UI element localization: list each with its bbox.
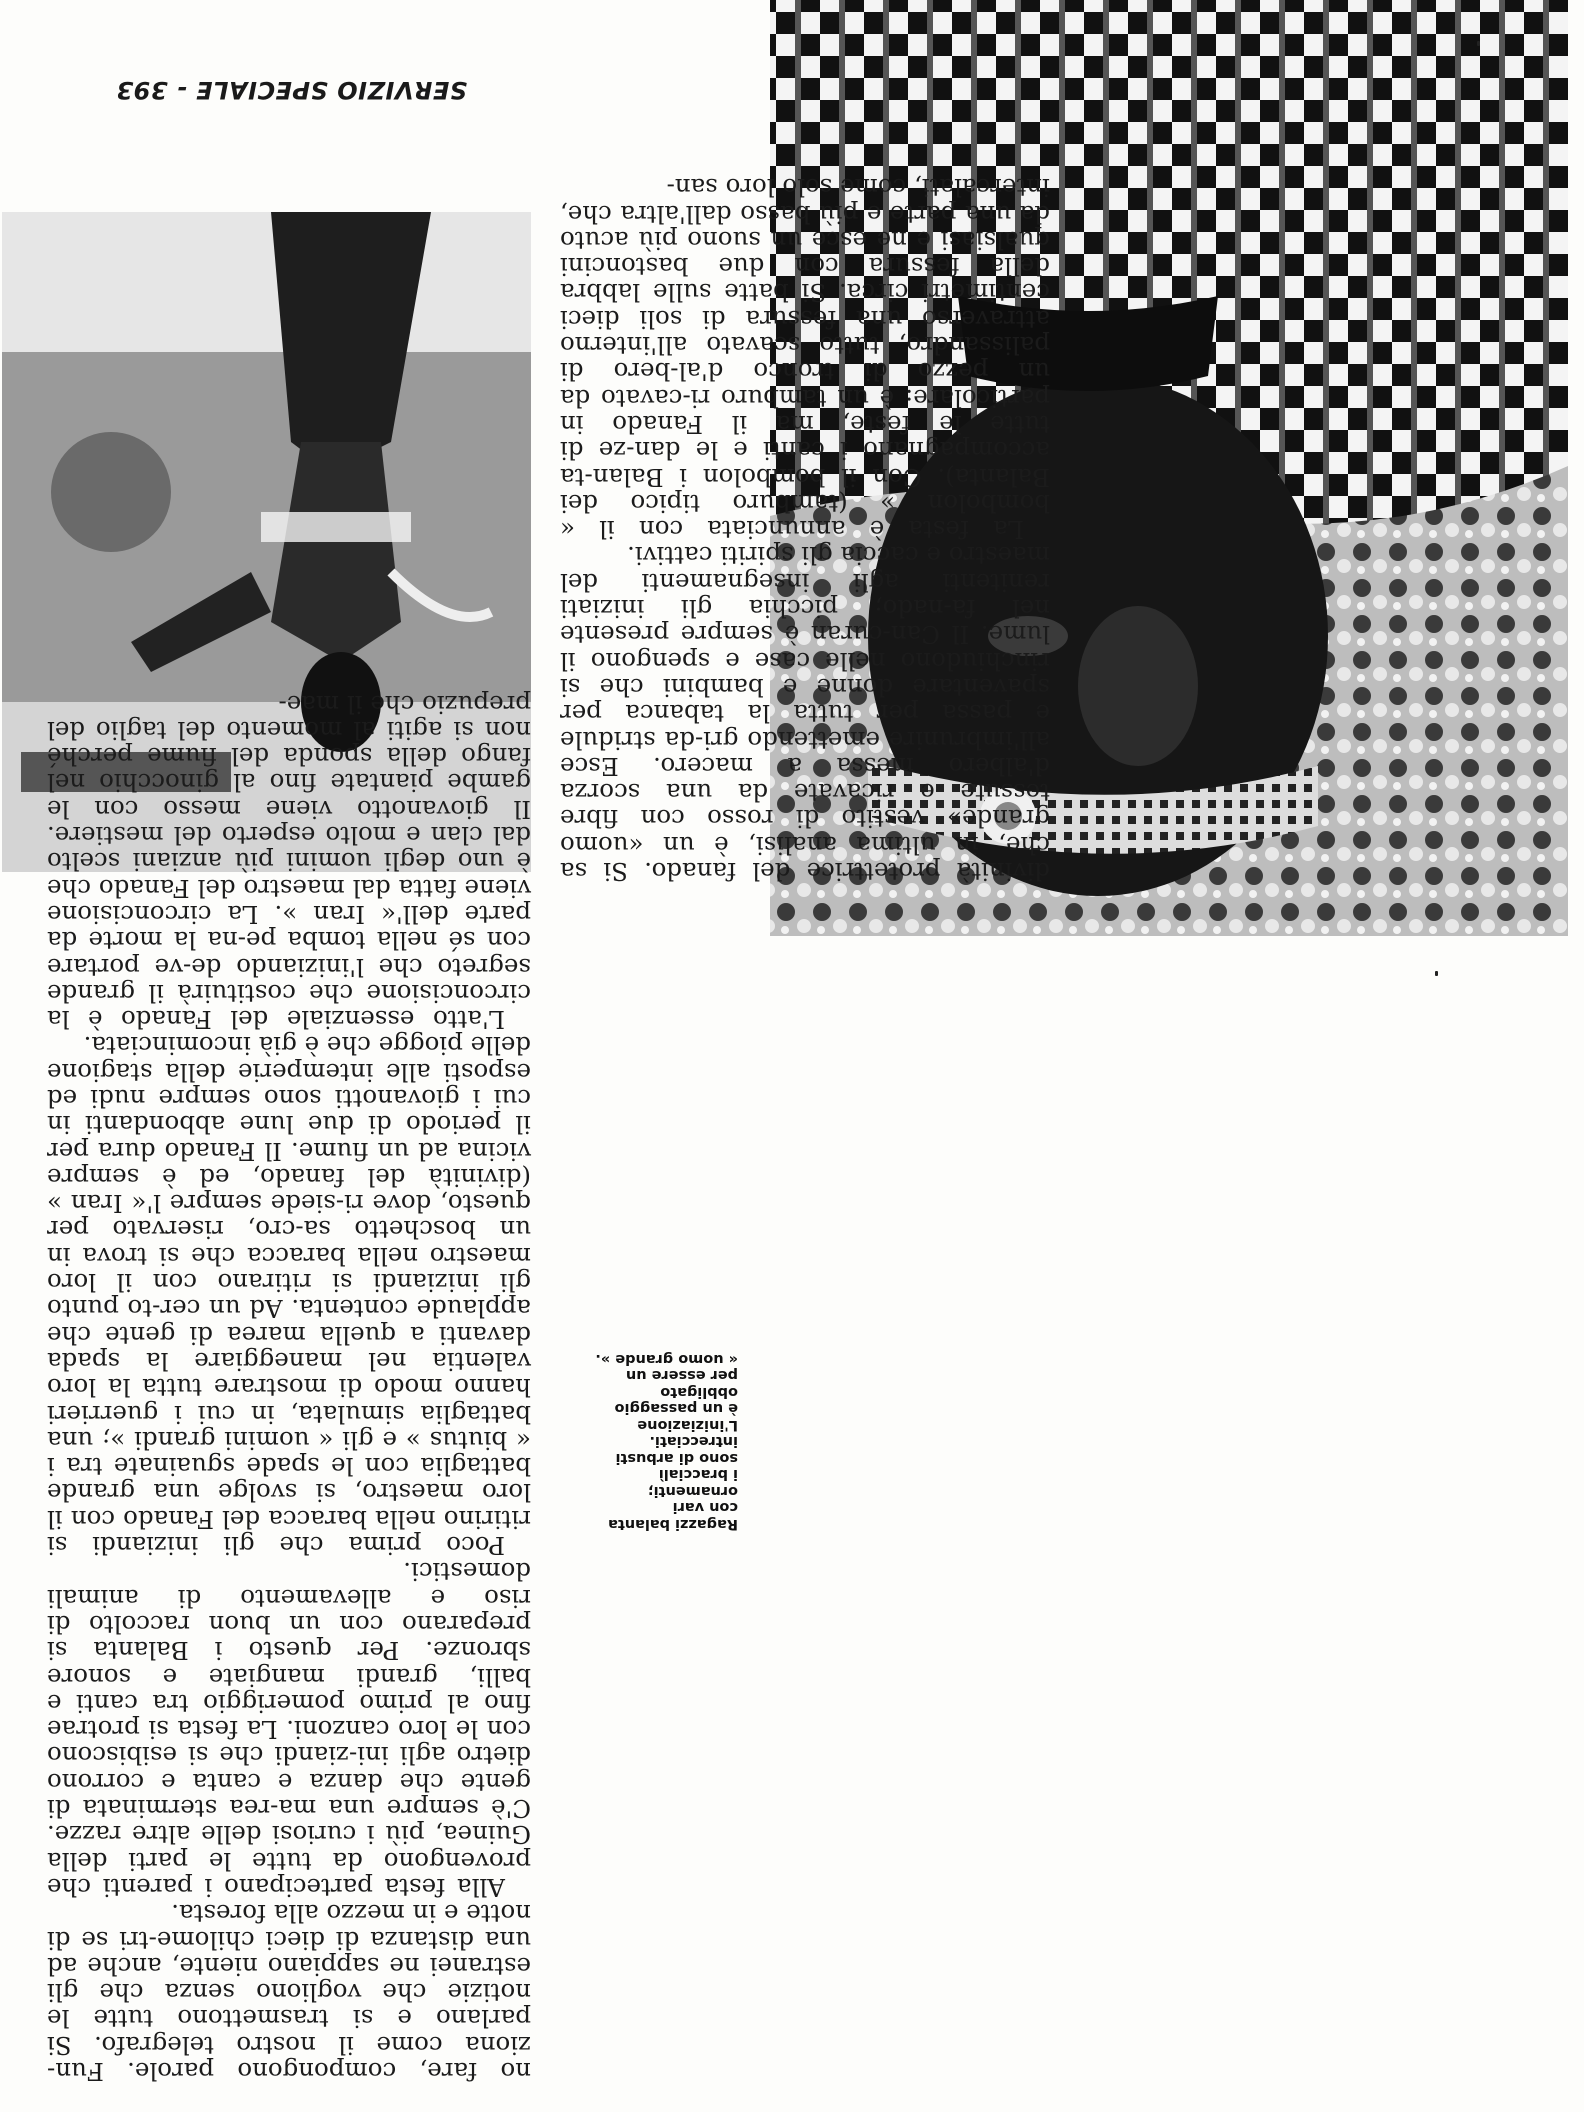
caption-line: i braccialì — [658, 1466, 738, 1483]
caption-line: per essere un — [625, 1367, 738, 1384]
caption-line: ornamenti; — [647, 1483, 738, 1499]
caption-line: L'iniziazione — [637, 1417, 738, 1433]
caption-line: sono di arbusti — [615, 1450, 738, 1466]
caption-line: Ragazzi balanta — [608, 1516, 738, 1532]
paragraph: no fare, compongono parole. Fun-ziona come il nostro telegrafo. Si parlano e si trasmettono tutte le notizie che vogliono senza che gli estranei ne sappiano niente, anche ad una distanza di dieci chilome-tri se di notte e in mezzo alla foresta. — [47, 1899, 531, 2086]
caption-line: è un passaggio — [614, 1400, 738, 1417]
paragraph: Alla festa partecipano i parenti che provengono da tutte le parti della Guinea, più i curiosi delle altre razze. C'è sempre una ma-rea sterminata di gente che danza e canta e corrono dietro agli ini-ziandi che si esibiscono con le loro canzoni. La festa si protrae fino al primo pomeriggio tra canti e balli, grandi mangiate e sonore sbronze. Per questo i Balanta si preparano con un buon raccolto di riso e allevamento di animali domestici. — [47, 1557, 531, 1902]
caption-line: con vari — [672, 1499, 738, 1516]
paragraph: L'atto essenziale del Fanado è la circoncisione che costituirà il grande segreto che l'iniziando de-ve portare con sé nella tomba pe-na la morte da parte dell'« Iran ». La circoncisione viene fatta dal maestro del Fanado che è uno degli uomini più anziani scelto dal clan e molto esperto del mestiere. Il giovanotto viene messo con le gambe piantate fino al ginocchio nel fango della sponda del fiume perché non si agiti al momento del taglio del prepuzio che il mae- — [47, 689, 531, 1035]
scan-speck — [1477, 41, 1480, 46]
paragraph: La festa è annunciata con il « bombolon » (tamburo tipico dei Balanta). Con il bombolon i Balan-ta accompagnano i canti e le dan-ze di tutte le feste, ma il Fanado in particolare: è un tamburo ri-cavato da un pezzo di tronco d'al-bero di palissandro, tutto scavato all'interno attraverso una fessura di soli dieci centimetri circa. Si batte sulle labbra della fessura con due bastoncini qualsiasi e ne esce un suono più acuto da una parte e più basso dall'altra che, intercalati, come solo loro san- — [560, 173, 1050, 545]
right-column — [560, 14, 1050, 884]
running-header-text: SERVIZIO SPECIALE - 393 — [116, 76, 468, 104]
scan-speck — [1435, 971, 1438, 976]
left-text-column — [47, 690, 531, 2084]
caption-line: « uomo grande ». — [595, 1351, 738, 1367]
caption-line: obbligato — [660, 1384, 738, 1400]
photo-caption — [538, 1351, 738, 1533]
caption-line: intrecciati. — [649, 1433, 738, 1450]
paragraph: divinità protettrice del fanado. Si sa che, in ultima analisi, è un «uomo grande» vestito di rosso con fibre tessute e ricavate da una scorza d'albero messa a macero. Esce all'imbrunire emettendo gri-da stridule e passa per tutta la tabanca per spaventare donne e bambini che si rinchiudono nelle case e spengono il lume. Il Can-curan è sempre presente nel fa-nado; picchia gli iniziati renitenti agli insegnamenti del maestro e caccia gli spiriti cattivi. — [560, 541, 1050, 886]
paragraph: Poco prima che gli iniziandi si ritirino nella baracca del Fanado con il loro maestro, si svolge una grande battaglia con le spade sguainate tra i « biutus » e gli « uomini grandi »; una battaglia simulata, in cui i guerrieri hanno modo di mostrare tutta la loro valentia nel maneggiare la spada davanti a quella marea di gente che applaude contenta. Ad un cer-to punto gli iniziandi si ritirano con il loro maestro nella baracca che si trova in un boschetto sa-cro, riservato per questo, dove ri-siede sempre l'« Iran » (divinità del fanado, ed è sempre vicina ad un fiume. Il Fanado dura per il periodo di due lune abbondanti in cui i giovanotti sono sempre nudi ed esposti alle intemperie della stagione delle piogge che è già incominciata. — [47, 1031, 531, 1561]
